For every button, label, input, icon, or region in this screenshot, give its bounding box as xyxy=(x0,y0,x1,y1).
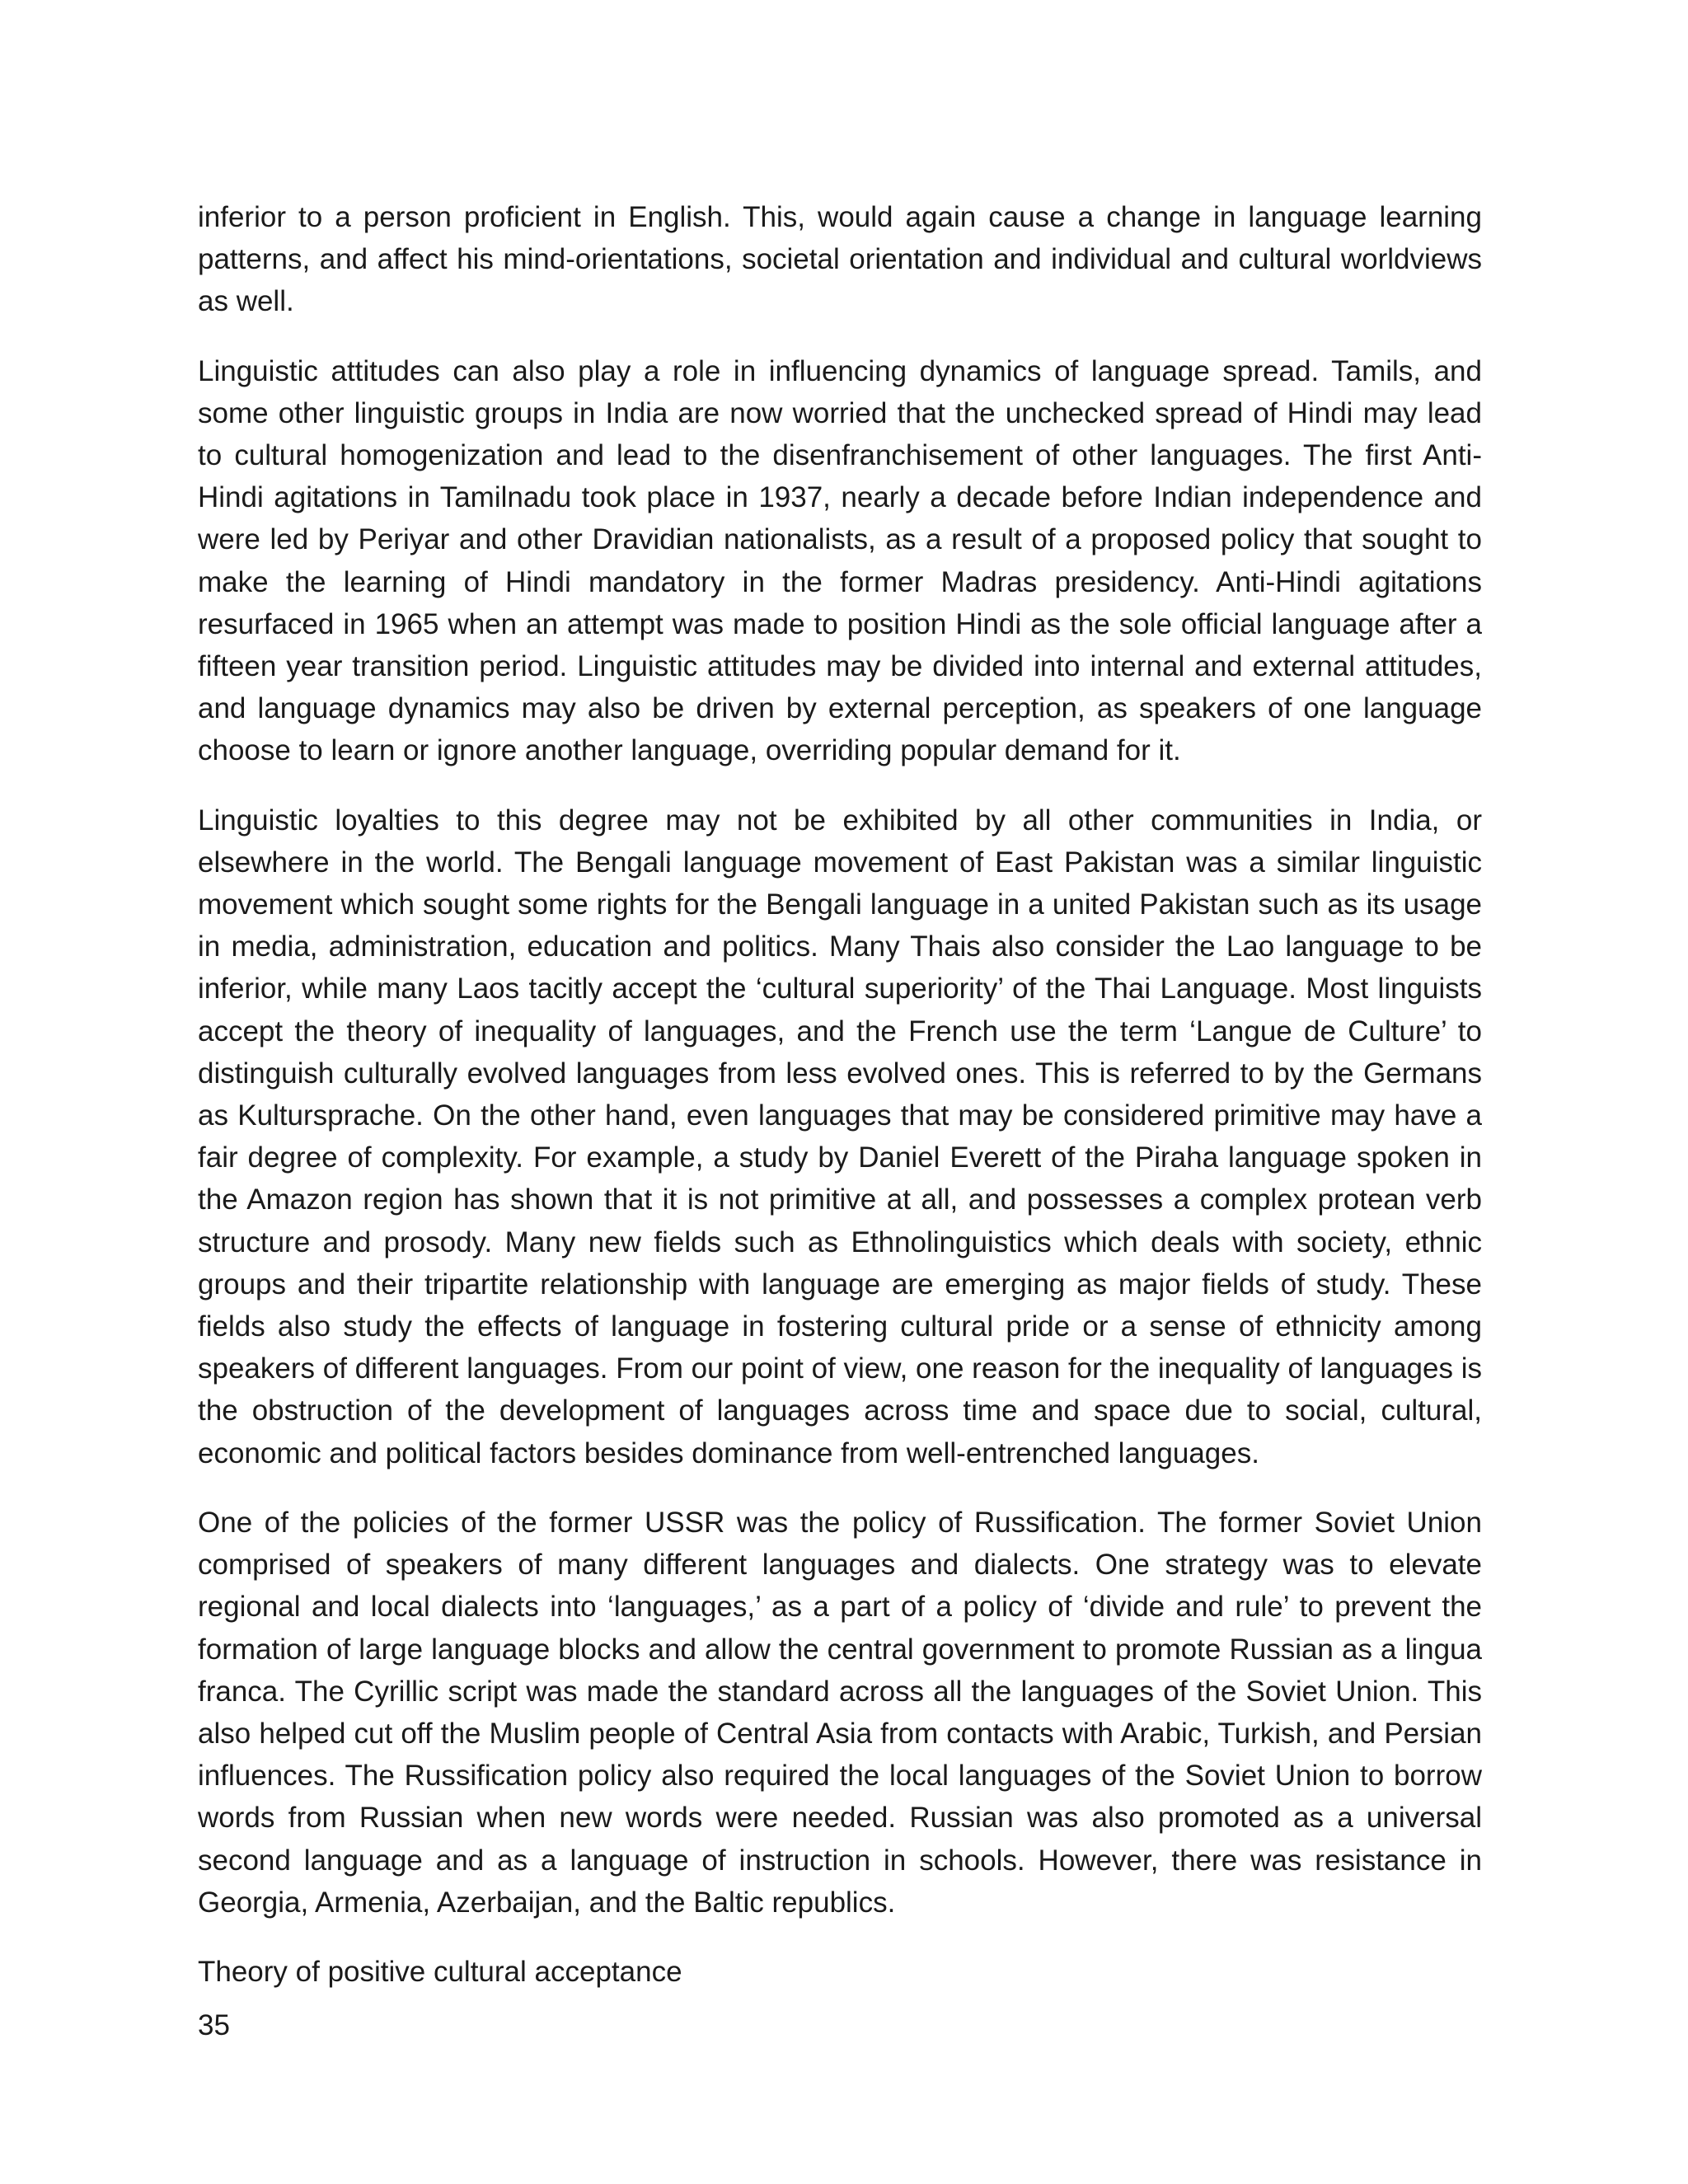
paragraph-linguistic-attitudes: Linguistic attitudes can also play a role in influencing dynamics of language spread. Tamils, and some other linguistic groups in India are now worried that the unchecked spread of Hindi may lead to cultural homogenization and lead to the disenfranchisement of other languages. The first Anti-Hindi agitations in Tamilnadu took place in 1937, nearly a decade before Indian independence and were led by Periyar and other Dravidian nationalists, as a result of a proposed policy that sought to make the learning of Hindi mandatory in the former Madras presidency. Anti-Hindi agitations resurfaced in 1965 when an attempt was made to position Hindi as the sole official language after a fifteen year transition period. Linguistic attitudes may be divided into internal and external attitudes, and language dynamics may also be driven by external perception, as speakers of one language choose to learn or ignore another language, overriding popular demand for it. xyxy=(198,354,1482,767)
paragraph-linguistic-loyalties: Linguistic loyalties to this degree may not be exhibited by all other communities in India, or elsewhere in the world. The Bengali language movement of East Pakistan was a similar linguistic movement which sought some rights for the Bengali language in a united Pakistan such as its usage in media, administration, education and politics. Many Thais also consider the Lao language to be inferior, while many Laos tacitly accept the ‘cultural superiority’ of the Thai Language. Most linguists accept the theory of inequality of languages, and the French use the term ‘Langue de Culture’ to distinguish culturally evolved languages from less evolved ones. This is referred to by the Germans as Kultursprache. On the other hand, even languages that may be considered primitive may have a fair degree of complexity. For example, a study by Daniel Everett of the Piraha language spoken in the Amazon region has shown that it is not primitive at all, and possesses a complex protean verb structure and prosody. Many new fields such as Ethnolinguistics which deals with society, ethnic groups and their tripartite relationship with language are emerging as major fields of study. These fields also study the effects of language in fostering cultural pride or a sense of ethnicity among speakers of different languages. From our point of view, one reason for the inequality of languages is the obstruction of the development of languages across time and space due to social, cultural, economic and political factors besides dominance from well-entrenched languages. xyxy=(198,804,1482,1469)
paragraph-russification: One of the policies of the former USSR was the policy of Russification. The former Soviet Union comprised of speakers of many different languages and dialects. One strategy was to elevate regional and local dialects into ‘languages,’ as a part of a policy of ‘divide and rule’ to prevent the formation of large language blocks and allow the central government to promote Russian as a lingua franca. The Cyrillic script was made the standard across all the languages of the Soviet Union. This also helped cut off the Muslim people of Central Asia from contacts with Arabic, Turkish, and Persian influences. The Russification policy also required the local languages of the Soviet Union to borrow words from Russian when new words were needed. Russian was also promoted as a universal second language and as a language of instruction in schools. However, there was resistance in Georgia, Armenia, Azerbaijan, and the Baltic republics. xyxy=(198,1506,1482,1919)
paragraph-continuation: inferior to a person proficient in English. This, would again cause a change in language learning patterns, and affect his mind-orientations, societal orientation and individual and cultural worldviews as well. xyxy=(198,201,1482,318)
document-page xyxy=(198,196,1482,1993)
page-number: 35 xyxy=(198,2009,230,2041)
section-heading: Theory of positive cultural acceptance xyxy=(198,1955,682,1988)
